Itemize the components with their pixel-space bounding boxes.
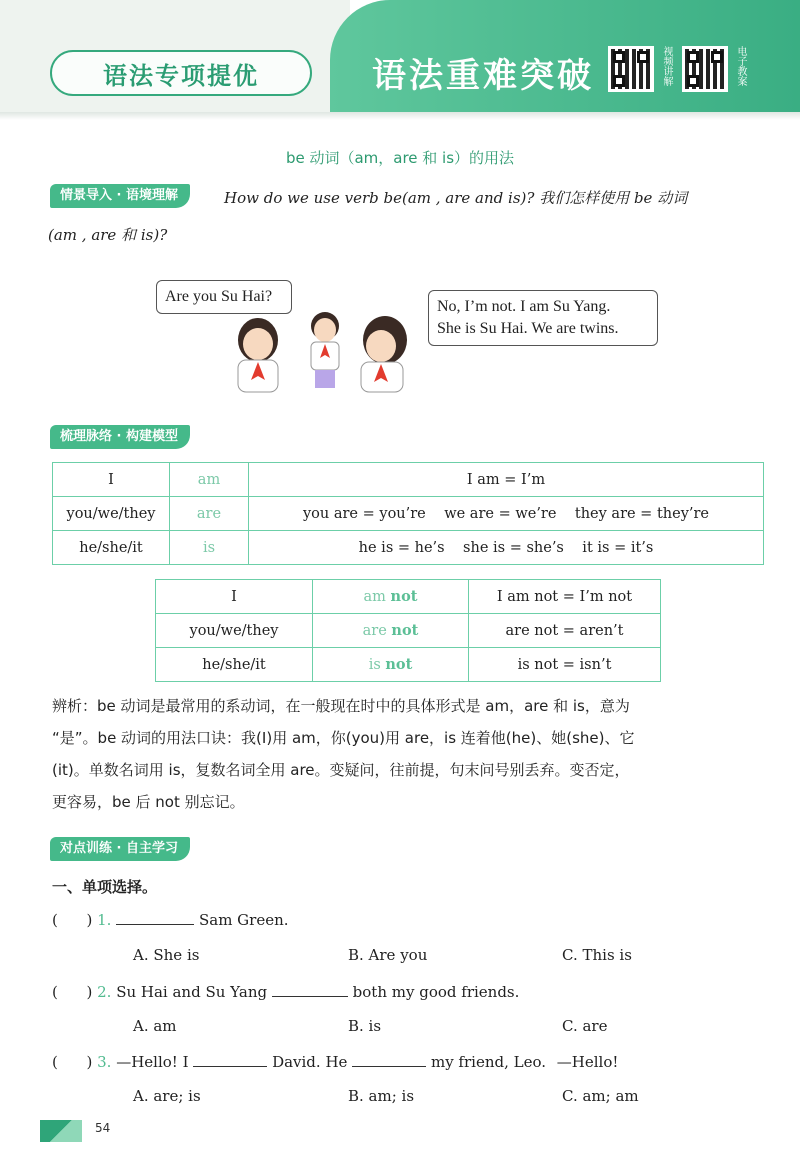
question-1-option-c[interactable]: C. This is (562, 946, 632, 964)
question-text: both my good friends. (352, 983, 520, 1001)
girl-right-figure (361, 316, 407, 392)
table-row (53, 531, 764, 565)
question-3-option-a[interactable]: A. are; is (133, 1087, 201, 1105)
table-cell-subject: he/she/it (156, 648, 313, 682)
tag-intro: 情景导入 · 语境理解 (50, 184, 190, 208)
intro-question-line1: How do we use verb be(am , are and is)? 我们怎样使用 be 动词 (224, 189, 688, 207)
question-2-option-a[interactable]: A. am (133, 1017, 177, 1035)
table-cell-verb: am (170, 463, 249, 497)
header-badge: 语法专项提优 (50, 50, 312, 96)
analysis-line: 更容易，be 后 not 别忘记。 (52, 793, 245, 811)
answer-blank[interactable] (193, 1052, 267, 1067)
intro-question-line2: (am , are 和 is)? (48, 226, 168, 244)
analysis-line: “是”。be 动词的用法口诀：我(I)用 am，你(you)用 are，is 连着他(he)、她(she)、它 (52, 729, 635, 747)
table-cell-subject: he/she/it (53, 531, 170, 565)
answer-paren[interactable]: ( ) (52, 911, 93, 929)
table-cell-forms: he is = he’s she is = she’s it is = it’s (249, 531, 764, 565)
answer-paren[interactable]: ( ) (52, 1053, 93, 1071)
qr-code-lesson[interactable] (682, 46, 728, 92)
speech-bubble-left-text: Are you Su Hai? (165, 288, 273, 305)
table-row (156, 648, 661, 682)
table-row (53, 497, 764, 531)
table-cell-subject: I (156, 580, 313, 614)
qr-caption-lesson: 电子教案 (735, 46, 746, 86)
answer-blank[interactable] (116, 910, 194, 925)
table-cell-subject: you/we/they (156, 614, 313, 648)
question-1-option-a[interactable]: A. She is (133, 946, 200, 964)
table-cell-forms: I am = I’m (249, 463, 764, 497)
speech-bubble-right-line1: No, I’m not. I am Su Yang. (437, 298, 611, 315)
question-text: Sam Green. (198, 911, 289, 929)
exercise-heading: 一、单项选择。 (52, 878, 158, 896)
answer-blank[interactable] (272, 982, 348, 997)
question-text: David. He (272, 1053, 348, 1071)
twins-illustration (225, 300, 425, 400)
table-cell-verb: are (170, 497, 249, 531)
verb-text: am (363, 589, 386, 605)
table-row (156, 614, 661, 648)
not-text: not (391, 622, 419, 639)
question-text: —Hello! I (116, 1053, 189, 1071)
answer-blank[interactable] (352, 1052, 426, 1067)
question-1 (52, 910, 289, 929)
question-3 (52, 1052, 618, 1071)
table-cell-verb (313, 580, 469, 614)
table-cell-forms: I am not = I’m not (469, 580, 661, 614)
question-text: —Hello! (556, 1053, 619, 1071)
table-cell-forms: are not = aren’t (469, 614, 661, 648)
question-number: 3. (97, 1053, 112, 1071)
page-number: 54 (95, 1121, 111, 1135)
analysis-line: 辨析：be 动词是最常用的系动词，在一般现在时中的具体形式是 am，are 和 is，意为 (52, 697, 630, 715)
be-verb-negative-table (155, 579, 661, 682)
analysis-line: (it)。单数名词用 is，复数名词全用 are。变疑问，往前提，句末问号别丢弃。变否定， (52, 761, 630, 779)
not-text: not (390, 588, 418, 605)
table-cell-forms: is not = isn’t (469, 648, 661, 682)
tag-practice: 对点训练 · 自主学习 (50, 837, 190, 861)
qr-code-video[interactable] (608, 46, 654, 92)
table-cell-verb (313, 614, 469, 648)
question-1-option-b[interactable]: B. Are you (348, 946, 428, 964)
header-title: 语法重难突破 (372, 56, 594, 96)
girl-left-figure (238, 318, 278, 392)
table-cell-forms: you are = you’re we are = we’re they are = they’re (249, 497, 764, 531)
verb-text: is (368, 657, 381, 673)
table-row (53, 463, 764, 497)
question-2-option-b[interactable]: B. is (348, 1017, 382, 1035)
boy-middle-figure (311, 312, 339, 388)
table-cell-verb: is (170, 531, 249, 565)
answer-paren[interactable]: ( ) (52, 983, 93, 1001)
section-title: be 动词（am，are 和 is）的用法 (285, 149, 515, 167)
analysis-paragraph (52, 690, 772, 818)
question-3-option-b[interactable]: B. am; is (348, 1087, 415, 1105)
footer-tab-icon (40, 1120, 82, 1142)
question-2 (52, 982, 519, 1001)
question-text: Su Hai and Su Yang (116, 983, 268, 1001)
header-divider (0, 112, 800, 120)
qr-caption-video: 视频讲解 (661, 46, 672, 86)
table-cell-subject: you/we/they (53, 497, 170, 531)
question-number: 2. (97, 983, 112, 1001)
not-text: not (385, 656, 413, 673)
speech-bubble-right (428, 290, 658, 346)
table-cell-verb (313, 648, 469, 682)
be-verb-forms-table (52, 462, 764, 565)
table-row (156, 580, 661, 614)
table-cell-subject: I (53, 463, 170, 497)
question-number: 1. (97, 911, 112, 929)
question-2-option-c[interactable]: C. are (562, 1017, 608, 1035)
question-text: my friend, Leo. (430, 1053, 547, 1071)
question-3-option-c[interactable]: C. am; am (562, 1087, 639, 1105)
tag-model: 梳理脉络 · 构建模型 (50, 425, 190, 449)
speech-bubble-right-line2: She is Su Hai. We are twins. (437, 320, 619, 337)
verb-text: are (362, 623, 387, 639)
